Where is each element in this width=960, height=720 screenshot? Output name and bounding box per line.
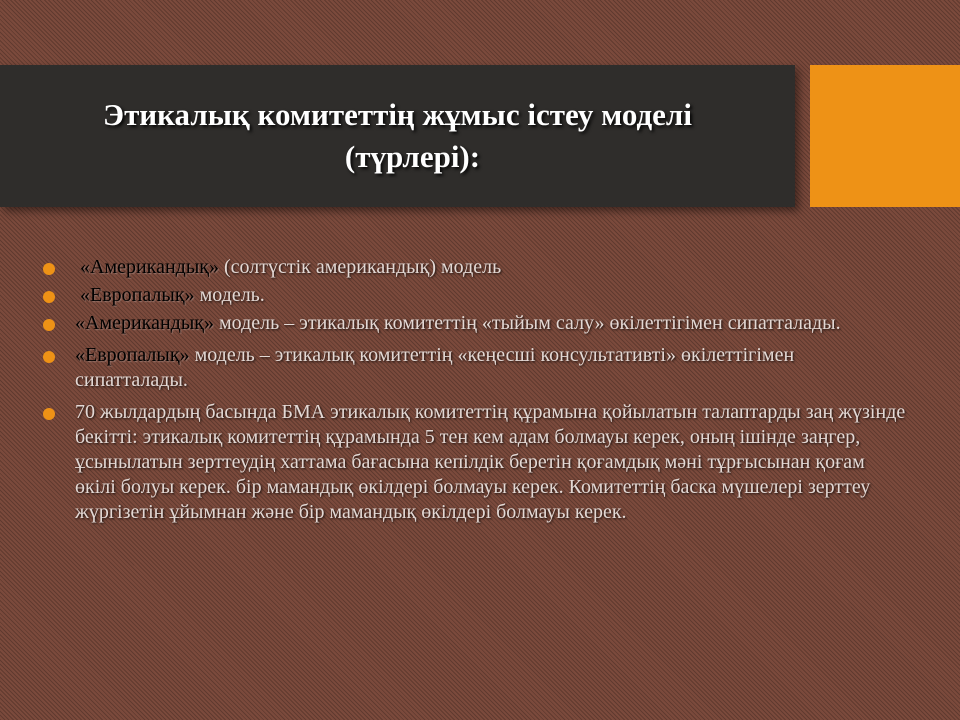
item-text: модель – этикалық комитеттің «кеңесші консультативті» өкілеттігімен сипатталады. [75,344,795,391]
list-item [40,255,910,280]
title-banner [0,65,795,207]
list-item [40,283,910,308]
bullet-dot-icon [43,263,55,275]
item-highlight: «Европалық» [75,344,190,366]
slide-title-line-2: (түрлері): [344,139,481,174]
bullet-dot-icon [43,351,55,363]
list-item [40,311,910,336]
bullet-dot-icon [43,319,55,331]
item-highlight: «Американдық» [80,256,220,278]
list-item [40,400,910,525]
item-text: модель. [194,284,265,306]
slide-title-line-1: Этикалық комитеттің жұмыс істеу моделі [103,97,692,132]
item-text: (солтүстік американдық) модель [219,256,502,278]
item-highlight: «Европалық» [80,284,195,306]
bullet-dot-icon [43,408,55,420]
item-text: 70 жылдардың басында БМА этикалық комитеттің құрамына қойылатын талаптарды заң жүзінде бекітті: этикалық комитеттің құрамында 5 тен кем адам болмауы керек, оның ішінде заңгер, ұсынылатын зерттеудің хаттама бағасына кепілдік беретін қоғамдық мәні тұрғысынан қоғам өкілі болуы керек. бір мамандық өкілдері болмауы керек. Комитеттің баска мүшелері зерттеу жүргізетін ұйымнан және бір мамандық өкілдері болмауы керек. [75,401,906,523]
accent-block [810,65,960,207]
item-text: модель – этикалық комитеттің «тыйым салу» өкілеттігімен сипатталады. [214,312,841,334]
bullet-list [40,255,910,532]
item-highlight: «Американдық» [75,312,215,334]
list-item [40,343,910,393]
bullet-dot-icon [43,291,55,303]
